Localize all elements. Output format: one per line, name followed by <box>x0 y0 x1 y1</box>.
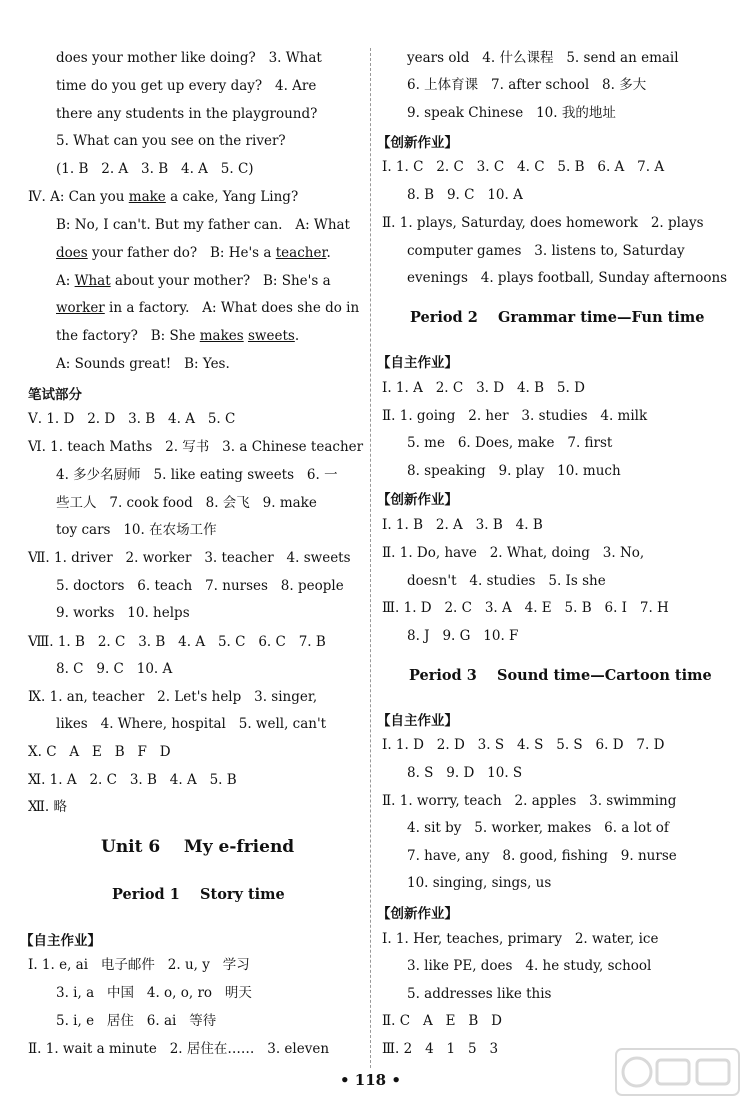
answer-line: 5. doctors 6. teach 7. nurses 8. people <box>56 578 344 594</box>
watermark-logo <box>615 1048 740 1096</box>
answer-line: Ⅶ. 1. driver 2. worker 3. teacher 4. sweets <box>28 550 351 566</box>
dialogue-line: A: What about your mother? B: She's a <box>56 273 331 289</box>
dialogue-line: the factory? B: She makes sweets. <box>56 328 300 344</box>
answer-line: Ⅷ. 1. B 2. C 3. B 4. A 5. C 6. C 7. B <box>28 634 326 650</box>
answer-line: 9. speak Chinese 10. 我的地址 <box>407 105 616 121</box>
dialogue-line: B: No, I can't. But my father can. A: What <box>56 217 350 233</box>
answer-line: 8. speaking 9. play 10. much <box>407 463 621 479</box>
page-number: • 118 • <box>340 1071 401 1089</box>
answer-line: 4. 多少名厨师 5. like eating sweets 6. 一 <box>56 467 338 483</box>
section-heading: 【自主作业】 <box>377 713 458 729</box>
answer-line: 6. 上体育课 7. after school 8. 多大 <box>407 77 647 93</box>
answer-line: Ⅱ. 1. worry, teach 2. apples 3. swimming <box>382 793 677 809</box>
answer-line: Ⅰ. 1. Her, teaches, primary 2. water, ice <box>382 931 659 947</box>
answer-line: 5. What can you see on the river? <box>56 133 286 149</box>
answer-line: does your mother like doing? 3. What <box>56 50 322 66</box>
answer-line: 4. sit by 5. worker, makes 6. a lot of <box>407 820 669 836</box>
answer-line: Ⅱ. 1. Do, have 2. What, doing 3. No, <box>382 545 645 561</box>
dialogue-line: A: Sounds great! B: Yes. <box>56 356 230 372</box>
answer-line: Ⅱ. 1. going 2. her 3. studies 4. milk <box>382 408 648 424</box>
answer-line: Ⅰ. 1. C 2. C 3. C 4. C 5. B 6. A 7. A <box>382 159 665 175</box>
answer-line: Ⅲ. 1. D 2. C 3. A 4. E 5. B 6. I 7. H <box>382 600 669 616</box>
section-heading: 【自主作业】 <box>20 933 101 949</box>
answer-line: (1. B 2. A 3. B 4. A 5. C) <box>56 161 254 177</box>
answer-line: 些工人 7. cook food 8. 会飞 9. make <box>56 495 317 511</box>
unit-title: Unit 6 My e-friend <box>101 837 295 857</box>
answer-line: 5. me 6. Does, make 7. first <box>407 435 613 451</box>
answer-line: Ⅰ. 1. D 2. D 3. S 4. S 5. S 6. D 7. D <box>382 737 665 753</box>
answer-line: 8. S 9. D 10. S <box>407 765 523 781</box>
answer-line: 8. J 9. G 10. F <box>407 628 519 644</box>
section-heading: 【创新作业】 <box>377 906 458 922</box>
answer-line: Ⅵ. 1. teach Maths 2. 写书 3. a Chinese teacher <box>28 439 364 455</box>
dialogue-line: Ⅳ. A: Can you make a cake, Yang Ling? <box>28 189 299 205</box>
column-divider <box>370 48 371 1068</box>
section-heading: 【创新作业】 <box>377 492 458 508</box>
answer-line: Ⅻ. 略 <box>28 799 68 815</box>
answer-line: likes 4. Where, hospital 5. well, can't <box>56 716 327 732</box>
period-title: Period 1 Story time <box>112 886 285 903</box>
answer-line: Ⅴ. 1. D 2. D 3. B 4. A 5. C <box>28 411 236 427</box>
answer-line: toy cars 10. 在农场工作 <box>56 522 217 538</box>
answer-line: years old 4. 什么课程 5. send an email <box>407 50 679 66</box>
dialogue-line: worker in a factory. A: What does she do in <box>56 300 360 316</box>
answer-line: there any students in the playground? <box>56 106 318 122</box>
answer-line: Ⅰ. 1. B 2. A 3. B 4. B <box>382 517 543 533</box>
answer-line: 10. singing, sings, us <box>407 875 552 891</box>
answer-line: computer games 3. listens to, Saturday <box>407 243 685 259</box>
answer-line: Ⅱ. 1. wait a minute 2. 居住在…… 3. eleven <box>28 1041 330 1057</box>
answer-line: 7. have, any 8. good, fishing 9. nurse <box>407 848 677 864</box>
answer-line: 8. B 9. C 10. A <box>407 187 523 203</box>
answer-line: Ⅰ. 1. A 2. C 3. D 4. B 5. D <box>382 380 585 396</box>
answer-line: Ⅹ. C A E B F D <box>28 744 171 760</box>
answer-line: 3. i, a 中国 4. o, o, ro 明天 <box>56 985 252 1001</box>
answer-line: Ⅰ. 1. e, ai 电子邮件 2. u, y 学习 <box>28 957 250 973</box>
answer-line: Ⅺ. 1. A 2. C 3. B 4. A 5. B <box>28 772 237 788</box>
answer-line: 9. works 10. helps <box>56 605 190 621</box>
answer-line: evenings 4. plays football, Sunday afternoons <box>407 270 728 286</box>
answer-line: time do you get up every day? 4. Are <box>56 78 317 94</box>
answer-line: Ⅲ. 2 4 1 5 3 <box>382 1041 499 1057</box>
section-heading: 笔试部分 <box>28 387 82 403</box>
period-title: Period 3 Sound time—Cartoon time <box>409 667 712 684</box>
section-heading: 【创新作业】 <box>377 135 458 151</box>
answer-line: 5. addresses like this <box>407 986 552 1002</box>
answer-line: Ⅱ. 1. plays, Saturday, does homework 2. plays <box>382 215 704 231</box>
answer-line: 3. like PE, does 4. he study, school <box>407 958 652 974</box>
section-heading: 【自主作业】 <box>377 355 458 371</box>
answer-line: 8. C 9. C 10. A <box>56 661 173 677</box>
dialogue-line: does your father do? B: He's a teacher. <box>56 245 331 261</box>
answer-line: Ⅱ. C A E B D <box>382 1013 502 1029</box>
answer-line: Ⅸ. 1. an, teacher 2. Let's help 3. singer, <box>28 689 318 705</box>
answer-line: doesn't 4. studies 5. Is she <box>407 573 606 589</box>
answer-line: 5. i, e 居住 6. ai 等待 <box>56 1013 217 1029</box>
period-title: Period 2 Grammar time—Fun time <box>410 309 705 326</box>
